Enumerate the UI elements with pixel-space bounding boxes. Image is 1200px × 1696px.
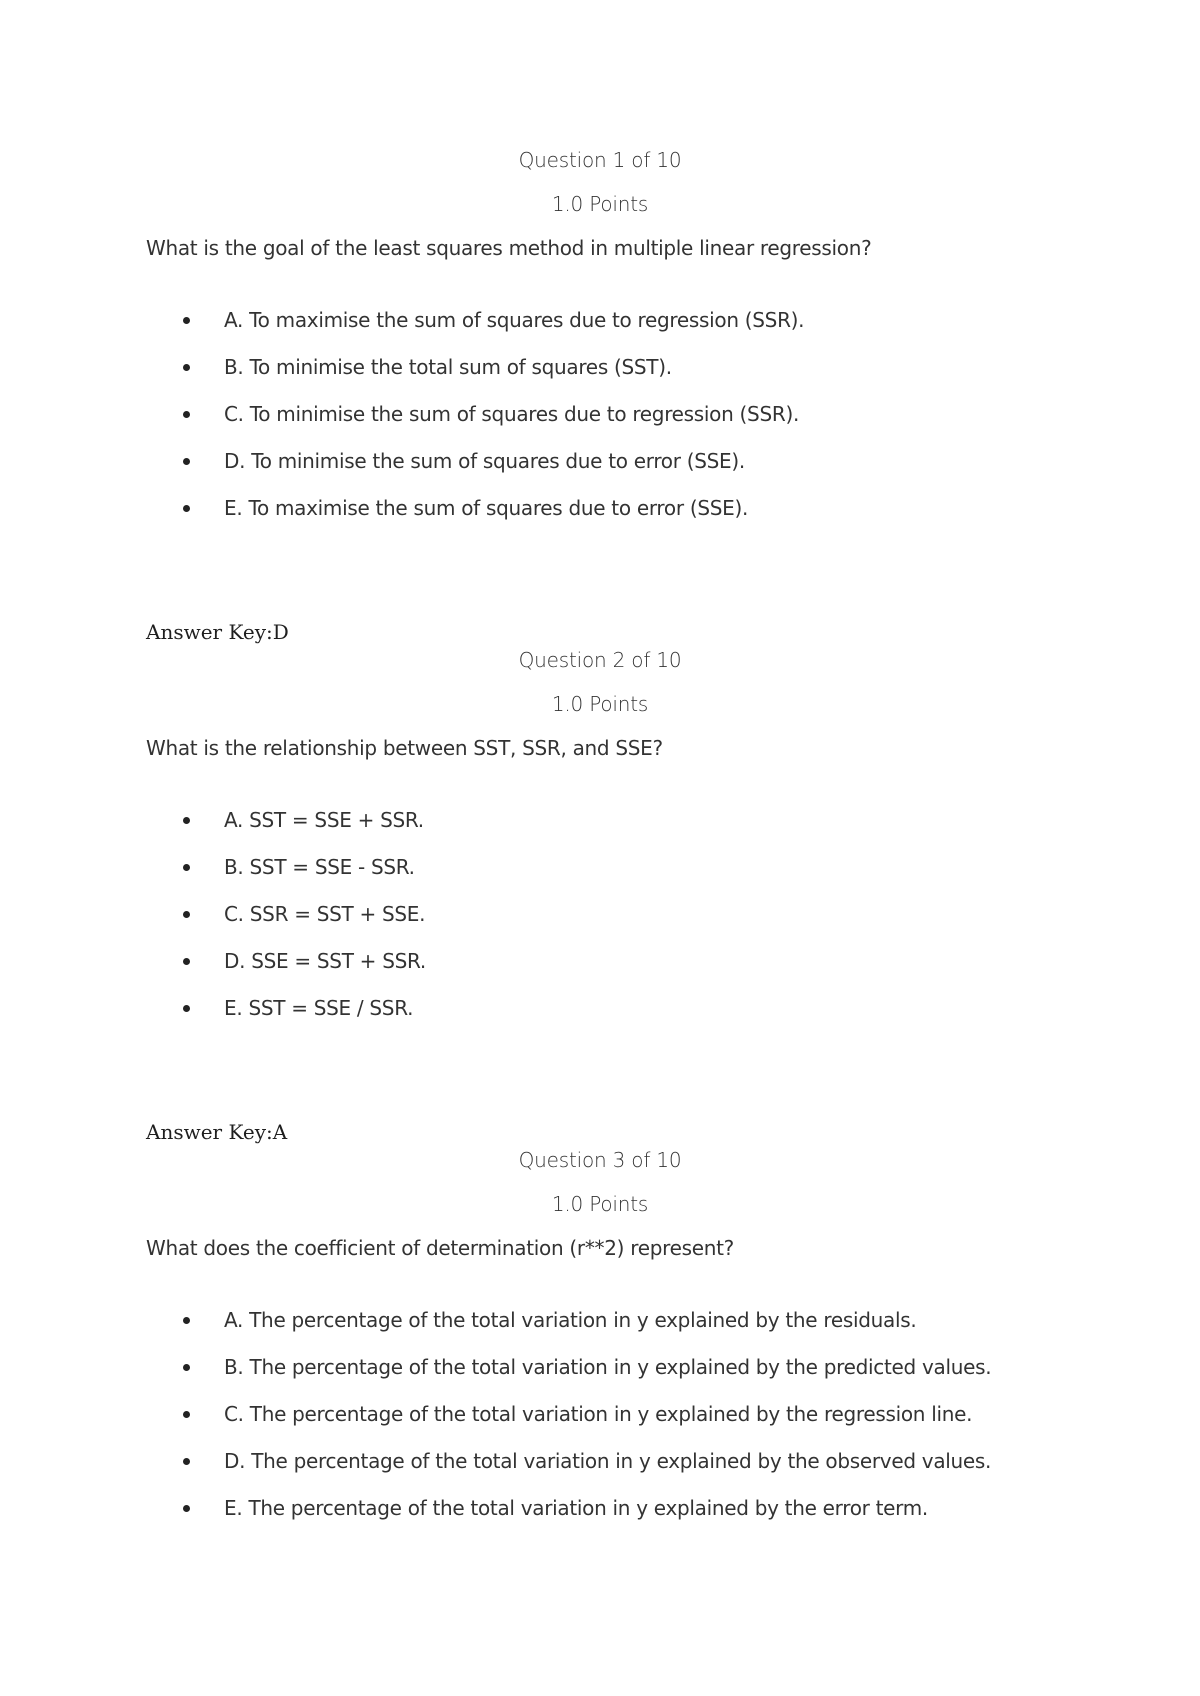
bullet-icon xyxy=(183,911,190,918)
bullet-icon xyxy=(183,411,190,418)
option-c: C. The percentage of the total variation in y explained by the regression line. xyxy=(0,1402,1100,1426)
option-a: A. To maximise the sum of squares due to regression (SSR). xyxy=(0,308,1100,332)
question-text: What is the goal of the least squares method in multiple linear regression? xyxy=(146,236,872,260)
bullet-icon xyxy=(183,1411,190,1418)
option-a: A. The percentage of the total variation in y explained by the residuals. xyxy=(0,1308,1100,1332)
option-e: E. SST = SSE / SSR. xyxy=(0,996,1100,1020)
answer-key-2: Answer Key:A xyxy=(146,1120,288,1144)
option-c: C. To minimise the sum of squares due to regression (SSR). xyxy=(0,402,1100,426)
question-points: 1.0 Points xyxy=(551,192,649,216)
option-b: B. The percentage of the total variation in y explained by the predicted values. xyxy=(0,1355,1100,1379)
bullet-icon xyxy=(183,317,190,324)
question-points: 1.0 Points xyxy=(551,1192,649,1216)
bullet-icon xyxy=(183,1458,190,1465)
question-number: Question 1 of 10 xyxy=(518,148,682,172)
bullet-icon xyxy=(183,817,190,824)
option-d: D. The percentage of the total variation in y explained by the observed values. xyxy=(0,1449,1100,1473)
question-1 xyxy=(0,148,1200,648)
option-b: B. To minimise the total sum of squares (SST). xyxy=(0,355,1100,379)
question-3 xyxy=(0,1148,1200,1648)
bullet-icon xyxy=(183,505,190,512)
question-number: Question 2 of 10 xyxy=(518,648,682,672)
bullet-icon xyxy=(183,1317,190,1324)
answer-key-1: Answer Key:D xyxy=(146,620,289,644)
option-b: B. SST = SSE - SSR. xyxy=(0,855,1100,879)
bullet-icon xyxy=(183,1505,190,1512)
option-a: A. SST = SSE + SSR. xyxy=(0,808,1100,832)
question-points: 1.0 Points xyxy=(551,692,649,716)
question-text: What does the coefficient of determination (r**2) represent? xyxy=(146,1236,734,1260)
option-e: E. To maximise the sum of squares due to error (SSE). xyxy=(0,496,1100,520)
bullet-icon xyxy=(183,1364,190,1371)
bullet-icon xyxy=(183,364,190,371)
option-e: E. The percentage of the total variation in y explained by the error term. xyxy=(0,1496,1100,1520)
option-d: D. To minimise the sum of squares due to error (SSE). xyxy=(0,449,1100,473)
bullet-icon xyxy=(183,864,190,871)
question-number: Question 3 of 10 xyxy=(518,1148,682,1172)
question-2 xyxy=(0,648,1200,1148)
bullet-icon xyxy=(183,458,190,465)
question-text: What is the relationship between SST, SSR, and SSE? xyxy=(146,736,663,760)
bullet-icon xyxy=(183,958,190,965)
bullet-icon xyxy=(183,1005,190,1012)
option-d: D. SSE = SST + SSR. xyxy=(0,949,1100,973)
option-c: C. SSR = SST + SSE. xyxy=(0,902,1100,926)
